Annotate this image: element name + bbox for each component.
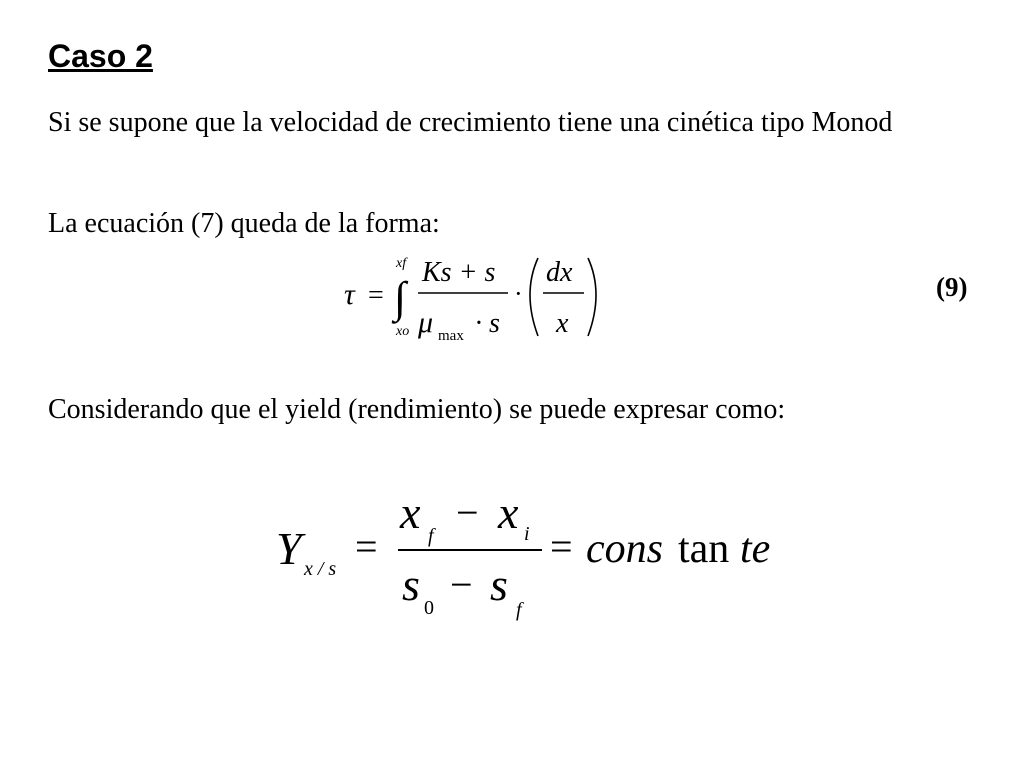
intro-text: Si se supone que la velocidad de crecimiento tiene una cinética tipo Monod (48, 107, 893, 138)
denominator-sf: s (490, 559, 508, 610)
tau-symbol: τ (344, 278, 355, 311)
equation-9 (330, 248, 630, 348)
upper-limit: xf (396, 256, 407, 271)
yield-subscript: x / s (304, 558, 337, 580)
numerator-xf: x (400, 490, 421, 538)
lower-limit: xo (396, 324, 410, 339)
equals-sign: = (355, 524, 378, 569)
right-paren (588, 258, 596, 336)
integral-sign: ∫ (394, 273, 407, 322)
rhs-cons: cons (586, 526, 663, 572)
yield-intro-text: Considerando que el yield (rendimiento) se puede expresar como: (48, 394, 786, 425)
rhs-tan: tan (678, 526, 730, 572)
slide-title: Caso 2 (48, 38, 153, 74)
numerator-xf-subscript: f (428, 525, 434, 547)
rhs-equals: = (550, 524, 573, 569)
mu-symbol: μ (418, 306, 434, 339)
mu-subscript: max (438, 328, 464, 344)
equals-sign: = (368, 280, 384, 311)
denominator-rest: · s (475, 308, 500, 339)
equation-intro-text: La ecuación (7) queda de la forma: (48, 208, 440, 239)
yield-symbol: Y (276, 523, 302, 574)
x-denominator: x (556, 308, 569, 339)
left-paren (530, 258, 538, 336)
equation-number: (9) (936, 272, 968, 302)
yield-equation (270, 490, 810, 630)
dx-numerator: dx (546, 257, 573, 288)
numerator-xi-subscript: i (524, 523, 530, 545)
denominator-sf-subscript: f (516, 599, 522, 621)
fraction-numerator: Ks + s (422, 257, 496, 288)
denominator-s0: s (402, 559, 420, 610)
numerator-xi: x (498, 490, 519, 538)
denominator-minus: − (450, 562, 473, 607)
numerator-minus: − (456, 490, 479, 535)
rhs-te: te (740, 526, 771, 572)
denominator-s0-subscript: 0 (424, 597, 434, 619)
multiply-dot: · (514, 279, 523, 308)
